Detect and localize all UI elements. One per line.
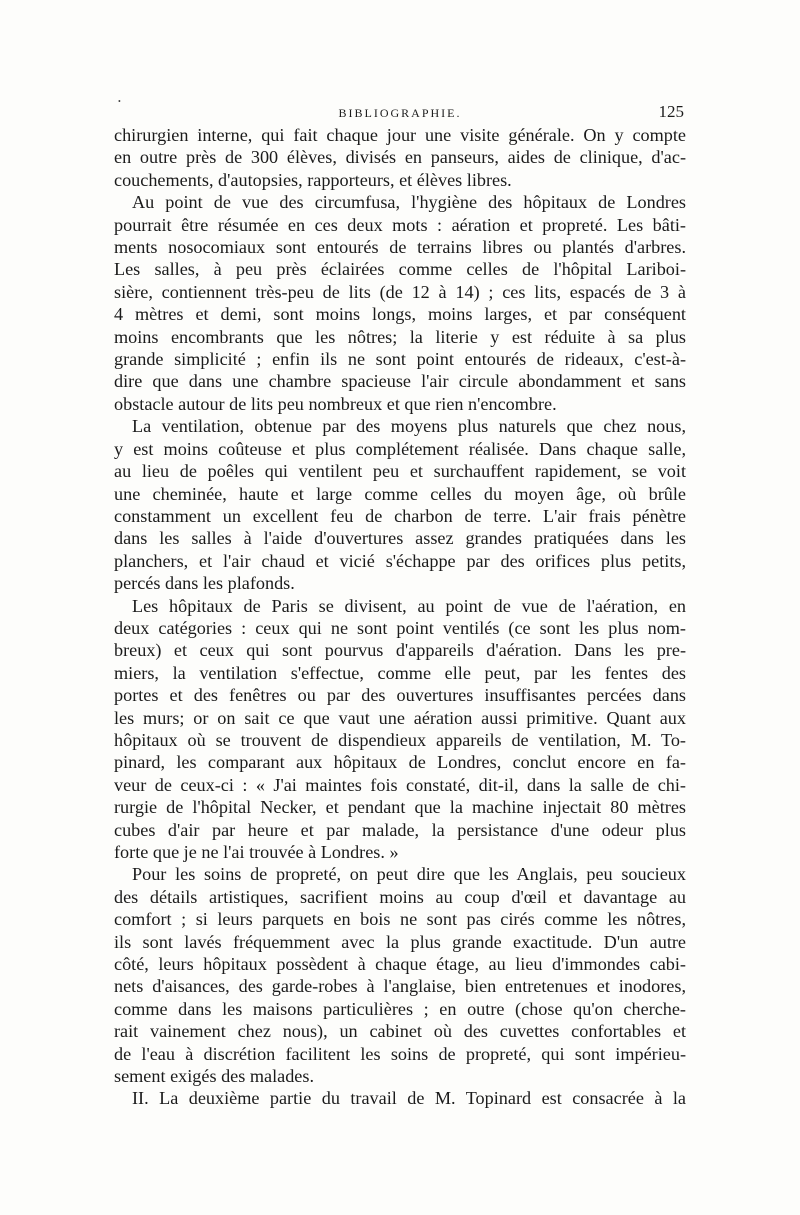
text-line: couchements, d'autopsies, rapporteurs, et élèves libres. xyxy=(114,169,512,190)
book-page xyxy=(114,96,686,1110)
text-line: II. La deuxième partie du travail de M. Topinard est consacrée à la xyxy=(132,1088,686,1109)
text-line: sement exigés des malades. xyxy=(114,1066,315,1087)
text-line: dire que dans une chambre spacieuse l'air circule abondamment et sans xyxy=(114,371,686,392)
text-line: nets d'aisances, des garde-robes à l'anglaise, bien entretenues et inodores, xyxy=(114,976,686,997)
text-line: constamment un excellent feu de charbon de terre. L'air frais pénètre xyxy=(114,505,686,526)
text-line: miers, la ventilation s'effectue, comme elle peut, par les fentes des xyxy=(114,662,686,683)
text-line: Pour les soins de propreté, on peut dire que les Anglais, peu soucieux xyxy=(132,864,686,885)
text-line: breux) et ceux qui sont pourvus d'appareils d'aération. Dans les pre- xyxy=(114,640,686,661)
text-line: deux catégories : ceux qui ne sont point ventilés (ce sont les plus nom- xyxy=(114,617,686,638)
text-line: cubes d'air par heure et par malade, la persistance d'une odeur plus xyxy=(114,819,686,840)
text-line: percés dans les plafonds. xyxy=(114,573,295,594)
text-line: ils sont lavés fréquemment avec la plus grande exactitude. D'un autre xyxy=(114,931,686,952)
text-line: forte que je ne l'ai trouvée à Londres. » xyxy=(114,842,399,862)
page-number: 125 xyxy=(658,102,684,121)
body-text xyxy=(114,124,686,1110)
text-line: en outre près de 300 élèves, divisés en panseurs, aides de clinique, d'ac- xyxy=(114,147,686,168)
text-line: rurgie de l'hôpital Necker, et pendant que la machine injectait 80 mètres xyxy=(114,797,686,818)
running-title: BIBLIOGRAPHIE. xyxy=(338,106,462,120)
text-line: pourrait être résumée en ces deux mots : aération et propreté. Les bâti- xyxy=(114,214,686,235)
text-line: pinard, les comparant aux hôpitaux de Londres, conclut encore en fa- xyxy=(114,752,686,773)
text-line: hôpitaux où se trouvent de dispendieux appareils de ventilation, M. To- xyxy=(114,729,686,750)
text-line: sière, contiennent très-peu de lits (de 12 à 14) ; ces lits, espacés de 3 à xyxy=(114,281,686,302)
text-line: comme dans les maisons particulières ; en outre (chose qu'on cherche- xyxy=(114,998,686,1019)
text-line: grande simplicité ; enfin ils ne sont point entourés de rideaux, c'est-à- xyxy=(114,349,686,370)
text-line: les murs; or on sait ce que vaut une aération aussi primitive. Quant aux xyxy=(114,707,686,728)
text-line: au lieu de poêles qui ventilent peu et surchauffent rapidement, se voit xyxy=(114,461,686,482)
text-line: y est moins coûteuse et plus complétement réalisée. Dans chaque salle, xyxy=(114,438,686,459)
text-line: La ventilation, obtenue par des moyens plus naturels que chez nous, xyxy=(132,416,686,437)
text-line: rait vainement chez nous), un cabinet où des cuvettes confortables et xyxy=(114,1021,686,1042)
text-line: 4 mètres et demi, sont moins longs, moins larges, et par conséquent xyxy=(114,304,686,325)
text-line: Les salles, à peu près éclairées comme celles de l'hôpital Lariboi- xyxy=(114,259,686,280)
page-header xyxy=(114,96,686,124)
text-line: Au point de vue des circumfusa, l'hygiène des hôpitaux de Londres xyxy=(132,192,686,213)
text-line: portes et des fenêtres ou par des ouvertures insuffisantes percées dans xyxy=(114,685,686,706)
text-line: moins encombrants que les nôtres; la literie y est réduite à sa plus xyxy=(114,326,686,347)
text-line: une cheminée, haute et large comme celles du moyen âge, où brûle xyxy=(114,483,686,504)
text-line: dans les salles à l'aide d'ouvertures assez grandes pratiquées dans les xyxy=(114,528,686,549)
text-line: obstacle autour de lits peu nombreux et que rien n'encombre. xyxy=(114,393,557,414)
text-line: Les hôpitaux de Paris se divisent, au point de vue de l'aération, en xyxy=(132,595,686,616)
margin-dot: • xyxy=(118,97,121,106)
text-line: des détails artistiques, sacrifient moins au coup d'œil et davantage au xyxy=(114,886,686,907)
text-line: de l'eau à discrétion facilitent les soins de propreté, qui sont impérieu- xyxy=(114,1043,686,1064)
text-line: comfort ; si leurs parquets en bois ne sont pas cirés comme les nôtres, xyxy=(114,909,686,930)
text-line: ments nosocomiaux sont entourés de terrains libres ou plantés d'arbres. xyxy=(114,237,686,258)
text-line: veur de ceux-ci : « J'ai maintes fois constaté, dit-il, dans la salle de chi- xyxy=(114,774,686,795)
text-line: chirurgien interne, qui fait chaque jour une visite générale. On y compte xyxy=(114,125,686,145)
text-line: planchers, et l'air chaud et vicié s'échappe par des orifices plus petits, xyxy=(114,550,686,571)
text-line: côté, leurs hôpitaux possèdent à chaque étage, au lieu d'immondes cabi- xyxy=(114,954,686,975)
